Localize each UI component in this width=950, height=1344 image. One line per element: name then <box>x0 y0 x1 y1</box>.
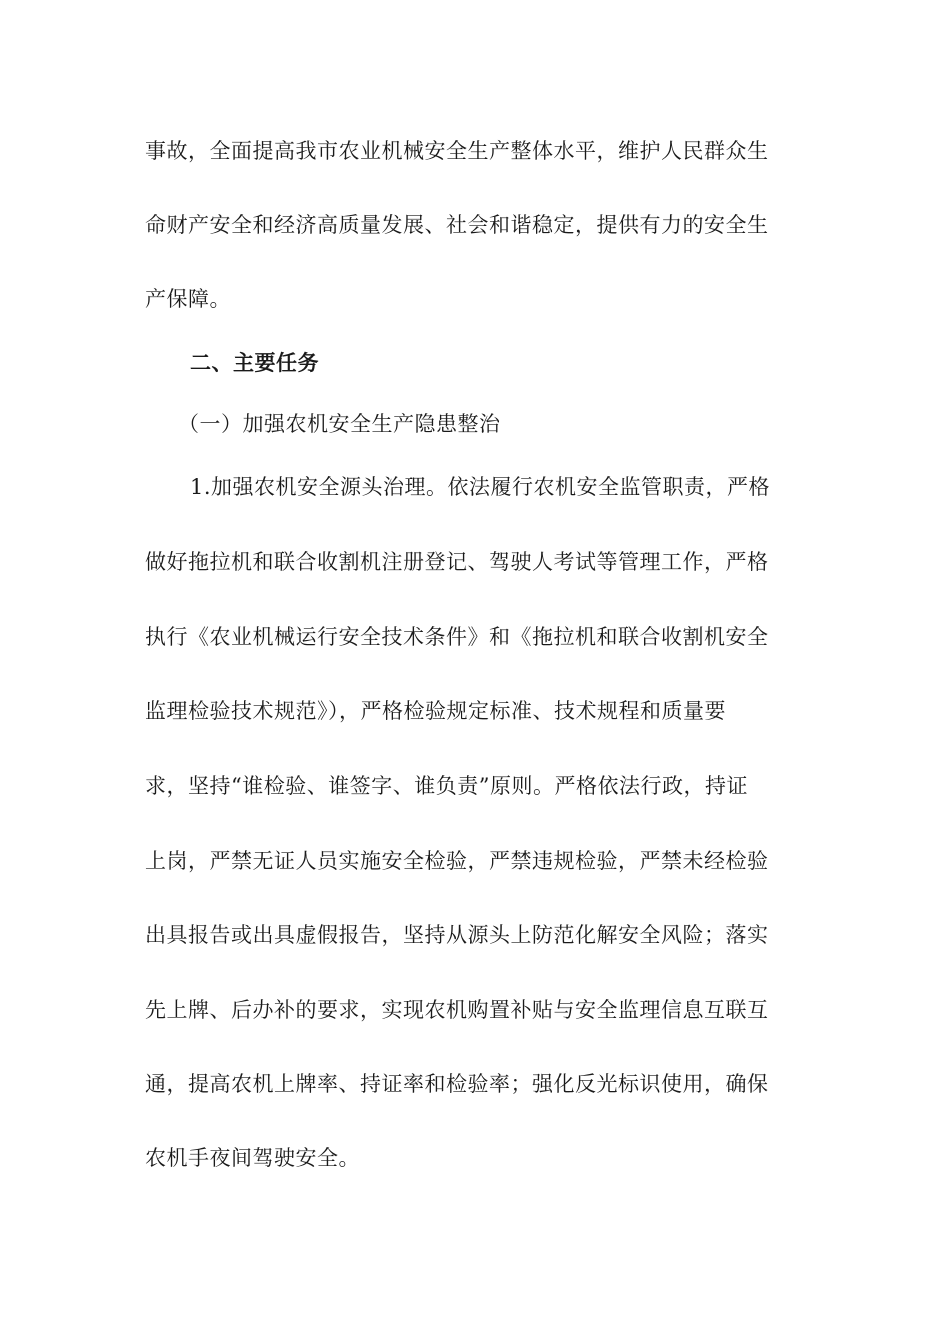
body-text-line: 做好拖拉机和联合收割机注册登记、驾驶人考试等管理工作，严格 <box>145 550 769 574</box>
body-text-line: 出具报告或出具虚假报告，坚持从源头上防范化解安全风险；落实 <box>145 923 769 947</box>
body-text-line: 1.加强农机安全源头治理。依法履行农机安全监管职责，严格 <box>190 475 771 499</box>
body-text-line: 通，提高农机上牌率、持证率和检验率；强化反光标识使用，确保 <box>145 1072 769 1096</box>
section-heading: 二、主要任务 <box>190 351 319 375</box>
body-text-line: 事故，全面提高我市农业机械安全生产整体水平，维护人民群众生 <box>145 139 769 163</box>
body-text-line: 监理检验技术规范》），严格检验规定标准、技术规程和质量要 <box>145 699 726 723</box>
body-text-line: 先上牌、后办补的要求，实现农机购置补贴与安全监理信息互联互 <box>145 998 769 1022</box>
body-text-line: 上岗，严禁无证人员实施安全检验，严禁违规检验，严禁未经检验 <box>145 849 769 873</box>
body-text-line: 产保障。 <box>145 287 231 311</box>
body-text-line: 执行《农业机械运行安全技术条件》和《拖拉机和联合收割机安全 <box>145 625 769 649</box>
body-text-line: 求，坚持“谁检验、谁签字、谁负责”原则。严格依法行政，持证 <box>145 774 748 798</box>
body-text-line: 命财产安全和经济高质量发展、社会和谐稳定，提供有力的安全生 <box>145 213 769 237</box>
subsection-heading: （一）加强农机安全生产隐患整治 <box>178 412 501 436</box>
body-text-line: 农机手夜间驾驶安全。 <box>145 1146 360 1170</box>
